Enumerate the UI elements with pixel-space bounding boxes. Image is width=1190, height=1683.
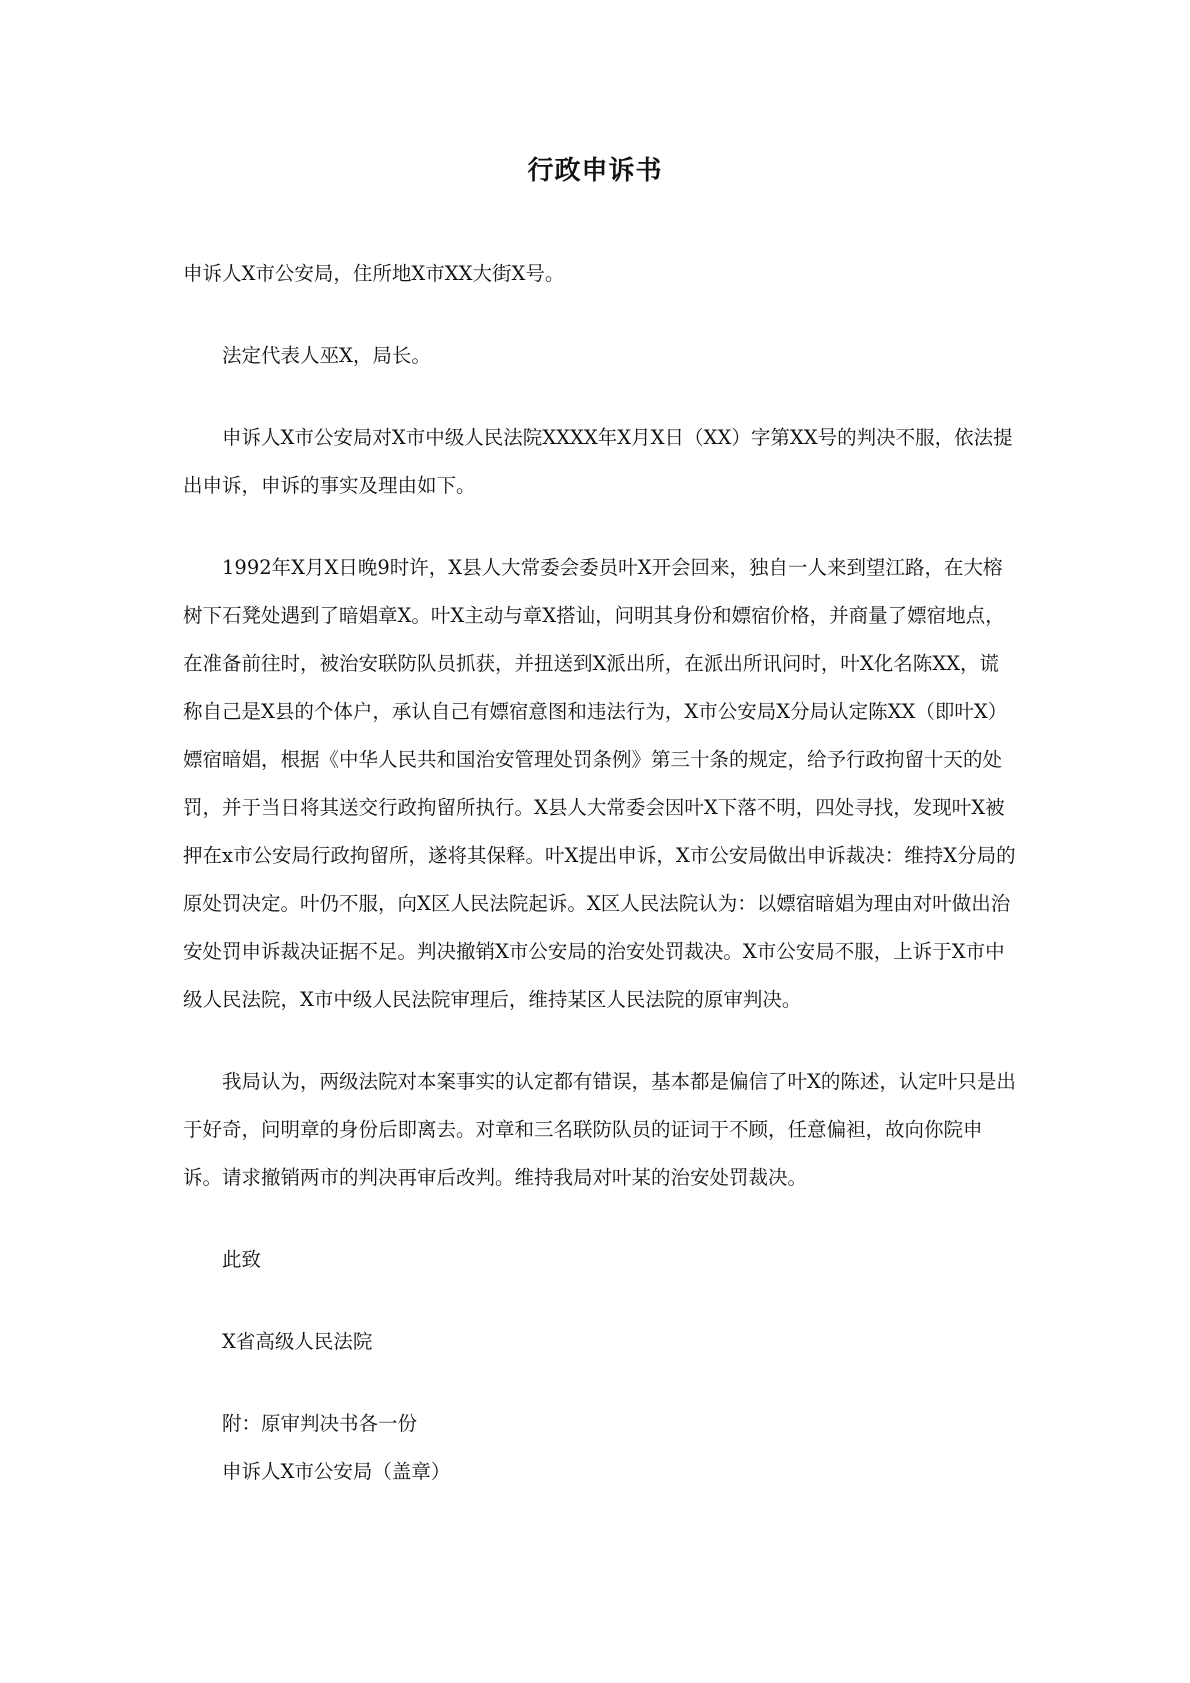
attachment-line: 附：原审判决书各一份	[222, 1412, 418, 1435]
intro-paragraph: 申诉人X市公安局对X市中级人民法院XXXX年X月X日（XX）字第XX号的判决不服，依法提出申诉，申诉的事实及理由如下。	[183, 426, 1013, 497]
appellant-paragraph: 申诉人X市公安局，住所地X市XX大街X号。	[183, 262, 565, 285]
facts-paragraph: 1992年X月X日晚9时许，X县人大常委会委员叶X开会回来，独自一人来到望江路，在大榕树下石凳处遇到了暗娼章X。叶X主动与章X搭讪，问明其身份和嫖宿价格，并商量了嫖宿地点，在准备前往时，被治安联防队员抓获，并扭送到X派出所，在派出所讯问时，叶X化名陈XX，谎称自己是X县的个体户，承认自己有嫖宿意图和违法行为，X市公安局X分局认定陈XX（即叶X）嫖宿暗娼，根据《中华人民共和国治安管理处罚条例》第三十条的规定，给予行政拘留十天的处罚，并于当日将其送交行政拘留所执行。X县人大常委会因叶X下落不明，四处寻找，发现叶X被押在x市公安局行政拘留所，遂将其保释。叶X提出申诉，X市公安局做出申诉裁决：维持X分局的原处罚决定。叶仍不服，向X区人民法院起诉。X区人民法院认为：以嫖宿暗娼为理由对叶做出治安处罚申诉裁决证据不足。判决撤销X市公安局的治安处罚裁决。X市公安局不服，上诉于X市中级人民法院，X市中级人民法院审理后，维持某区人民法院的原审判决。	[183, 556, 1016, 1011]
document-body	[183, 250, 1018, 1496]
document-title: 行政申诉书	[527, 156, 663, 186]
signature-line: 申诉人X市公安局（盖章）	[222, 1460, 451, 1483]
recipient-line: X省高级人民法院	[222, 1330, 373, 1353]
salutation-line: 此致	[222, 1248, 262, 1271]
representative-paragraph: 法定代表人巫X，局长。	[222, 344, 431, 367]
opinion-paragraph: 我局认为，两级法院对本案事实的认定都有错误，基本都是偏信了叶X的陈述，认定叶只是出于好奇，问明章的身份后即离去。对章和三名联防队员的证词于不顾，任意偏袒，故向你院申诉。请求撤销两市的判决再审后改判。维持我局对叶某的治安处罚裁决。	[183, 1070, 1016, 1189]
